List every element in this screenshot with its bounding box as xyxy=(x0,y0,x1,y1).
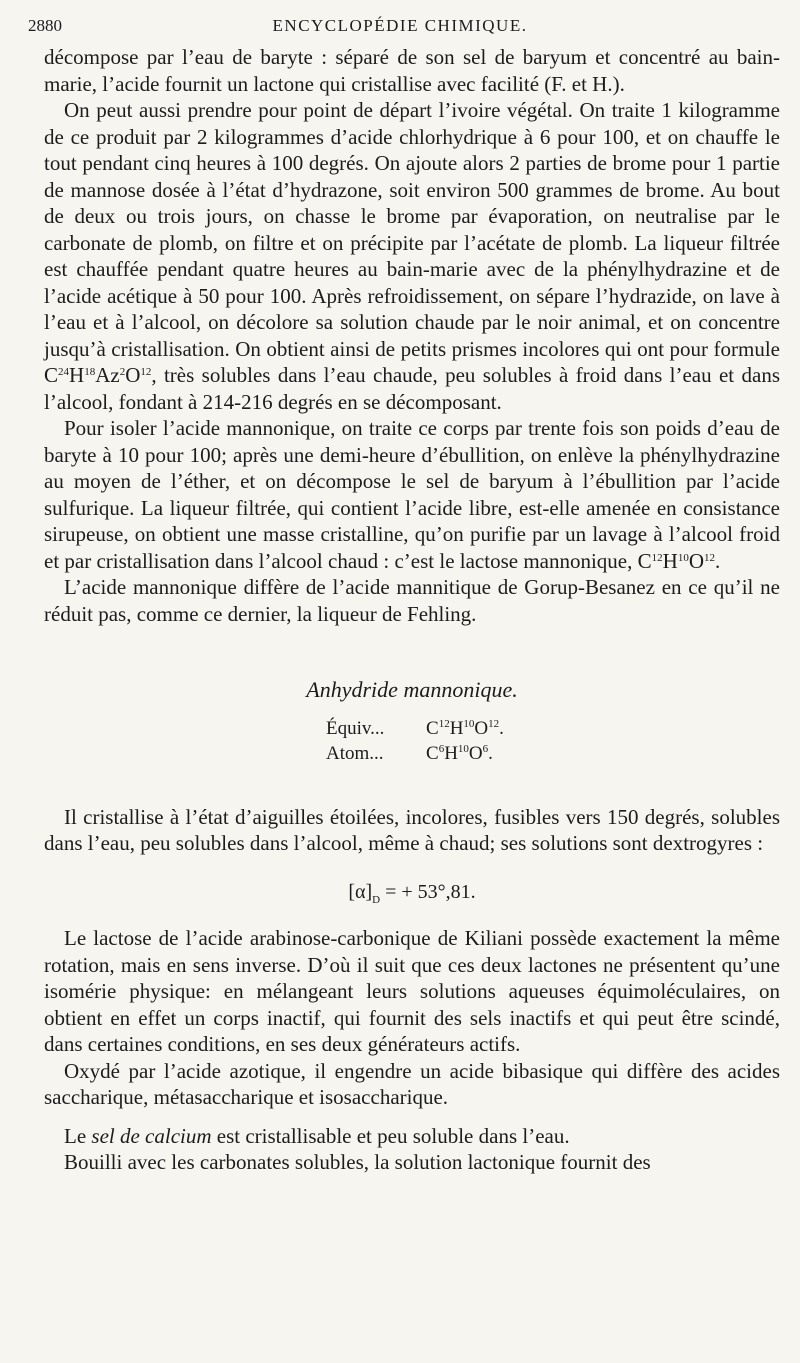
paragraph-7: Oxydé par l’acide azotique, il engendre un acide bibasique qui diffère des acides saccharique, métasaccharique et isosaccharique. xyxy=(44,1058,780,1109)
atom-label: Atom... xyxy=(326,742,384,764)
paragraph-3-text: Pour isoler l’acide mannonique, on traite ce corps par trente fois son poids d’eau de baryte à 10 pour 100; après une demi-heure d’ébullition, on enlève la phénylhydrazine au moyen de l’éther, et on décompose le sel de baryum à l’ébullition par l’acide sulfurique. La liqueur filtrée, qui contient l’acide libre, est-elle amenée en consistance sirupeuse, on obtient une masse cristalline, qu’on purifie par un lavage à l’alcool froid et par cristallisation dans l’alcool chaud : c’est le lactose mannonique, xyxy=(44,416,780,573)
paragraph-9: Bouilli avec les carbonates solubles, la solution lactonique fournit des xyxy=(64,1150,651,1174)
equiv-value: $C^{12}H^{10}O^{12}$. xyxy=(426,717,504,739)
page-number: 2880 xyxy=(28,16,62,35)
paragraph-4: L’acide mannonique diffère de l’acide mannitique de Gorup-Besanez en ce qu’il ne réduit pas, comme ce dernier, la liqueur de Fehling. xyxy=(44,575,780,626)
paragraph-2 xyxy=(44,97,780,415)
calcium-salt-term: sel de calcium xyxy=(91,1123,212,1148)
paragraph-8: Le sel de calcium est cristallisable et peu soluble dans l’eau. xyxy=(64,1123,570,1148)
paragraph-2-text: On peut aussi prendre pour point de départ l’ivoire végétal. On traite 1 kilogramme de ce produit par 2 kilogrammes d’acide chlorhydrique à 6 pour 100, et on chauffe le tout pendant cinq heures à 100 degrés. On ajoute alors 2 parties de brome pour 1 partie de mannose dosée à l’état d’hydrazone, soit environ 500 grammes de brome. Au bout de deux ou trois jours, on chasse le brome par évaporation, on neutralise par le carbonate de plomb, on filtre et on précipite par l’acétate de plomb. La liqueur filtrée est chauffée pendant quatre heures au bain-marie avec de la phénylhydrazine et de l’acide acétique à 50 pour 100. Après refroidissement, on sépare l’hydrazide, on lave à l’eau et à l’alcool, on décolore sa solution chaude par le noir animal, et on concentre jusqu’à cristallisation. On obtient ainsi de petits prismes incolores qui ont pour formule xyxy=(44,98,780,361)
atom-formula xyxy=(326,741,780,766)
formula-prisms: $C^{24}H^{18}Az^2O^{12}$ xyxy=(44,363,152,387)
paragraph-3: Pour isoler l’acide mannonique, on traite ce corps par trente fois son poids d’eau de baryte à 10 pour 100; après une demi-heure d’ébullition, on enlève la phénylhydrazine au moyen de l’éther, et on décompose le sel de baryum à l’ébullition par l’acide sulfurique. La liqueur filtrée, qui contient l’acide libre, est-elle amenée en consistance sirupeuse, on obtient une masse cristalline, qu’on purifie par un lavage à l’alcool froid et par cristallisation dans l’alcool chaud : c’est le lactose mannonique, $C^{12}H^{10}O^{12}$. xyxy=(44,416,780,573)
equiv-label: Équiv... xyxy=(326,717,385,739)
section-title: Anhydride mannonique. xyxy=(306,677,518,702)
paragraph-6: Le lactose de l’acide arabinose-carbonique de Kiliani possède exactement la même rotation, mais en sens inverse. D’où il suit que ces deux lactones ne présentent qu’une isomérie physique: en mélangeant leurs solutions aqueuses équimoléculaires, on obtient en effet un corps inactif, qui fournit des sels inactifs et qui peut être scindé, dans certaines conditions, en ses deux générateurs actifs. xyxy=(44,926,780,1056)
paragraph-2-end: , très solubles dans l’eau chaude, peu solubles à froid dans l’eau et dans l’alcool, fondant à 214-216 degrés en se décomposant. xyxy=(44,363,780,414)
formula-lactose: $C^{12}H^{10}O^{12}$ xyxy=(637,548,715,573)
paragraph-1: décompose par l’eau de baryte : séparé de son sel de baryum et concentré au bain-marie, l’acide fournit un lactone qui cristallise avec facilité (F. et H.). xyxy=(44,45,780,96)
atom-value: $C^6H^{10}O^6$. xyxy=(426,742,493,764)
rotation-formula: $[\alpha]_D$ = + 53°,81. xyxy=(348,880,476,906)
paragraph-5: Il cristallise à l’état d’aiguilles étoilées, incolores, fusibles vers 150 degrés, solubles dans l’eau, peu solubles dans l’alcool, même à chaud; ses solutions sont dextrogyres : xyxy=(44,804,780,855)
equiv-formula xyxy=(326,716,780,741)
running-title: ENCYCLOPÉDIE CHIMIQUE. xyxy=(272,16,528,35)
page-header xyxy=(28,16,772,42)
page-body xyxy=(44,44,780,1176)
